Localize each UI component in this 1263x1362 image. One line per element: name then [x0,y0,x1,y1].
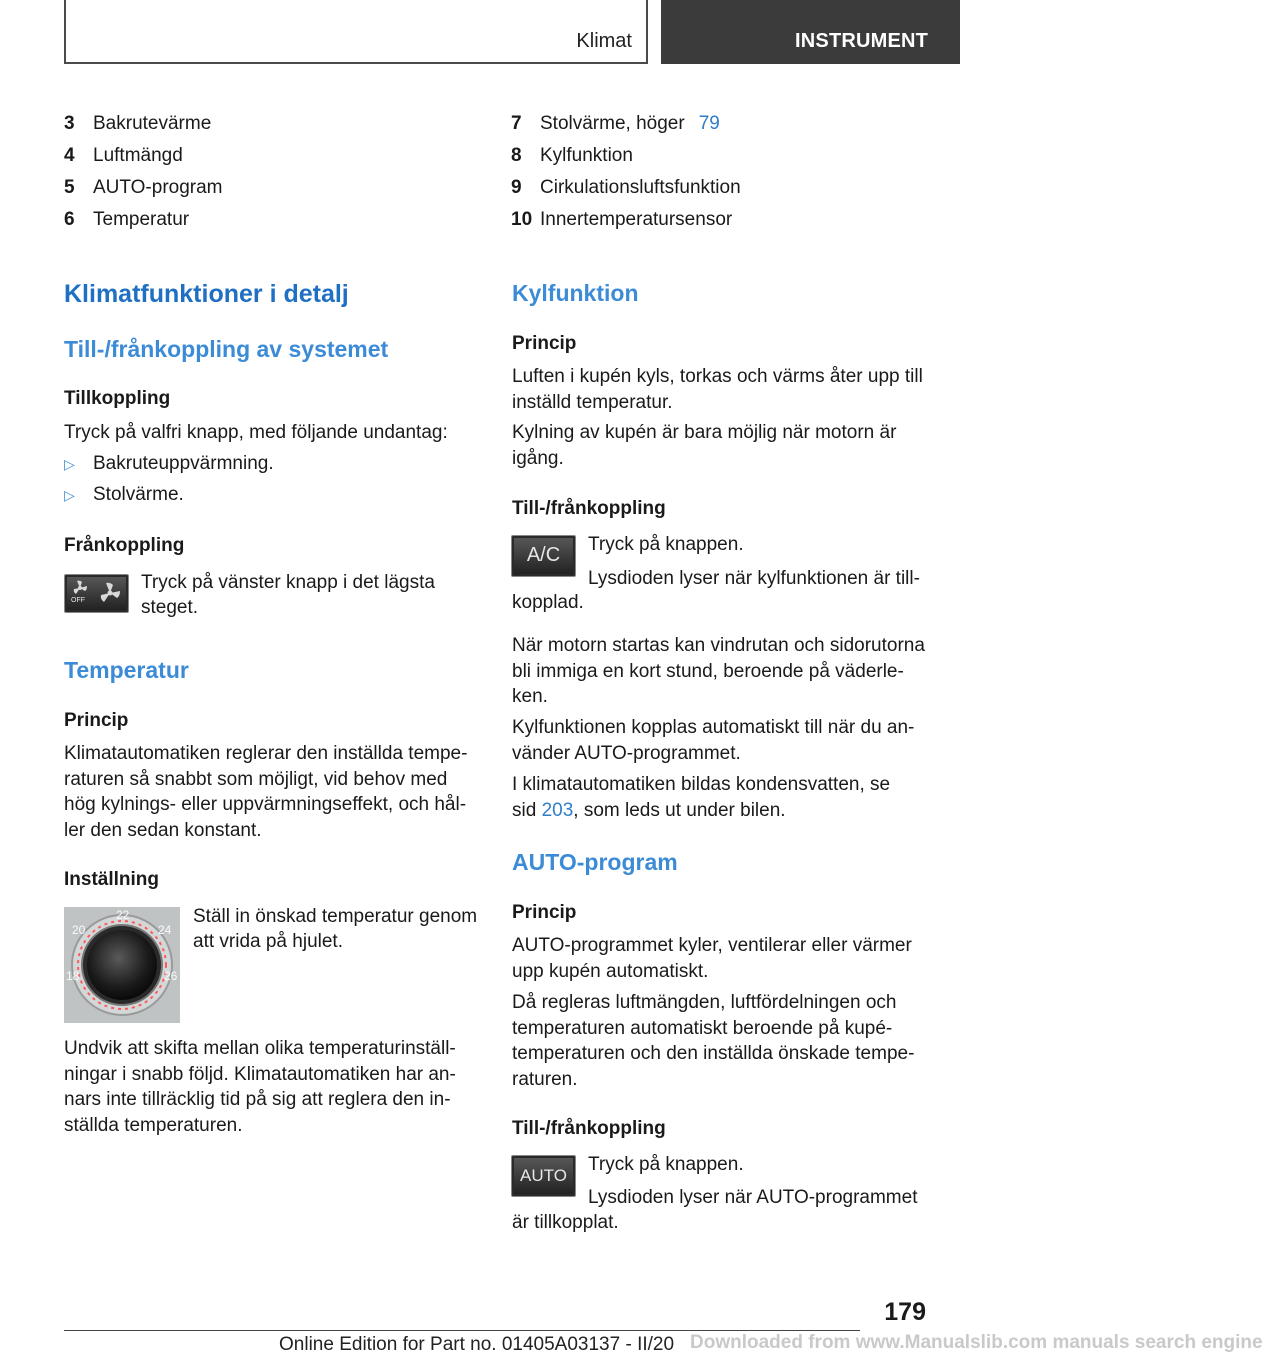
ac-text-3: kopplad. [512,592,584,613]
onoff-heading: Till-/frånkoppling av systemet [64,336,389,362]
condensate-paragraph: I klimatautomatiken bildas kondensvatten, se sid 203, som leds ut under bilen. [512,774,891,821]
footer-divider [64,1330,860,1331]
temperature-dial-image [64,907,180,1023]
dial-label: 26 [164,969,178,983]
dial-label: 18 [66,969,80,983]
auto-text-1: Tryck på knappen. [588,1154,744,1175]
auto-cool-paragraph: Kylfunktionen kopplas automatiskt till när du an- vänder AUTO-programmet. [512,717,915,764]
edition-text: Online Edition for Part no. 01405A03137 - II/20 [279,1334,675,1355]
auto-button-image [511,1155,576,1197]
watermark-text: Downloaded from www.Manualslib.com manuals search engine [690,1332,1263,1353]
frankoppling-heading: Frånkoppling [64,535,185,556]
installning-text-2: att vrida på hjulet. [193,931,343,952]
engine-paragraph: När motorn startas kan vindrutan och sidorutorna bli immiga en kort stund, beroende på väderle- ken. [512,635,925,707]
auto-label: AUTO [520,1166,567,1185]
auto-program-heading: AUTO-program [512,849,678,875]
ac-text-2: Lysdioden lyser när kylfunktionen är till- [588,568,920,589]
bullet-item: ▷ Stolvärme. [64,482,184,508]
auto-principle-paragraph: AUTO-programmet kyler, ventilerar eller värmer upp kupén automatiskt. [512,935,912,982]
triangle-bullet-icon: ▷ [64,487,75,503]
cool-principle-paragraph-2: Kylning av kupén är bara möjlig när motorn är igång. [512,422,897,469]
frankoppling-text-1: Tryck på vänster knapp i det lägsta [141,572,435,593]
dial-label: 24 [158,923,172,937]
ac-text-1: Tryck på knappen. [588,534,744,555]
cool-onoff-heading: Till-/frånkoppling [512,498,666,519]
installning-heading: Inställning [64,869,159,890]
dial-label: 22 [116,908,130,922]
auto-onoff-heading: Till-/frånkoppling [512,1118,666,1139]
off-label: OFF [71,597,85,604]
auto-regulate-paragraph: Då regleras luftmängden, luftfördelningen och temperaturen automatiskt beroende på kupé- temperaturen och den inställda önskade tempe- raturen. [512,992,915,1090]
ac-button-image [511,535,576,577]
ac-label: A/C [526,544,561,566]
cool-principle-heading: Princip [512,333,577,354]
auto-text-3: är tillkopplat. [512,1212,619,1233]
installning-text-1: Ställ in önskad temperatur genom [193,906,478,927]
header-section-box [64,0,648,64]
tillkoppling-heading: Tillkoppling [64,388,171,409]
frankoppling-text-2: steget. [141,597,199,618]
fan-large-icon [101,583,120,602]
triangle-bullet-icon: ▷ [64,456,75,472]
temperatur-heading: Temperatur [64,657,189,683]
cool-principle-paragraph: Luften i kupén kyls, torkas och värms åter upp till inställd temperatur. [512,366,923,413]
page-number: 179 [884,1298,926,1326]
header-chapter-title: INSTRUMENT [795,30,929,52]
avoid-paragraph: Undvik att skifta mellan olika temperaturinställ- ningar i snabb följd. Klimatautomatiken har an- nars inte tillräcklig tid på sig att reglera den in- ställda temperaturen. [64,1038,456,1136]
kylfunktion-heading: Kylfunktion [512,280,639,306]
tillkoppling-text: Tryck på valfri knapp, med följande undantag: [64,422,448,443]
auto-text-2: Lysdioden lyser när AUTO-programmet [588,1187,918,1208]
main-heading: Klimatfunktioner i detalj [64,280,349,308]
header-chapter-box [661,0,960,64]
page-ref-link[interactable]: 203 [541,799,574,821]
off-fan-button-image [64,574,129,613]
temp-principle-paragraph: Klimatautomatiken reglerar den inställda tempe- raturen så snabbt som möjligt, vid behov med hög kylnings- eller uppvärmningseffekt, och hål- ler den sedan konstant. [64,743,468,841]
fan-small-icon [74,581,87,594]
bullet-item: ▷ Bakruteuppvärmning. [64,451,274,477]
dial-label: 20 [72,923,86,937]
auto-principle-heading: Princip [512,902,577,923]
page-ref-link[interactable]: 79 [698,113,720,134]
header-section-title: Klimat [576,30,632,52]
temp-principle-heading: Princip [64,710,129,731]
